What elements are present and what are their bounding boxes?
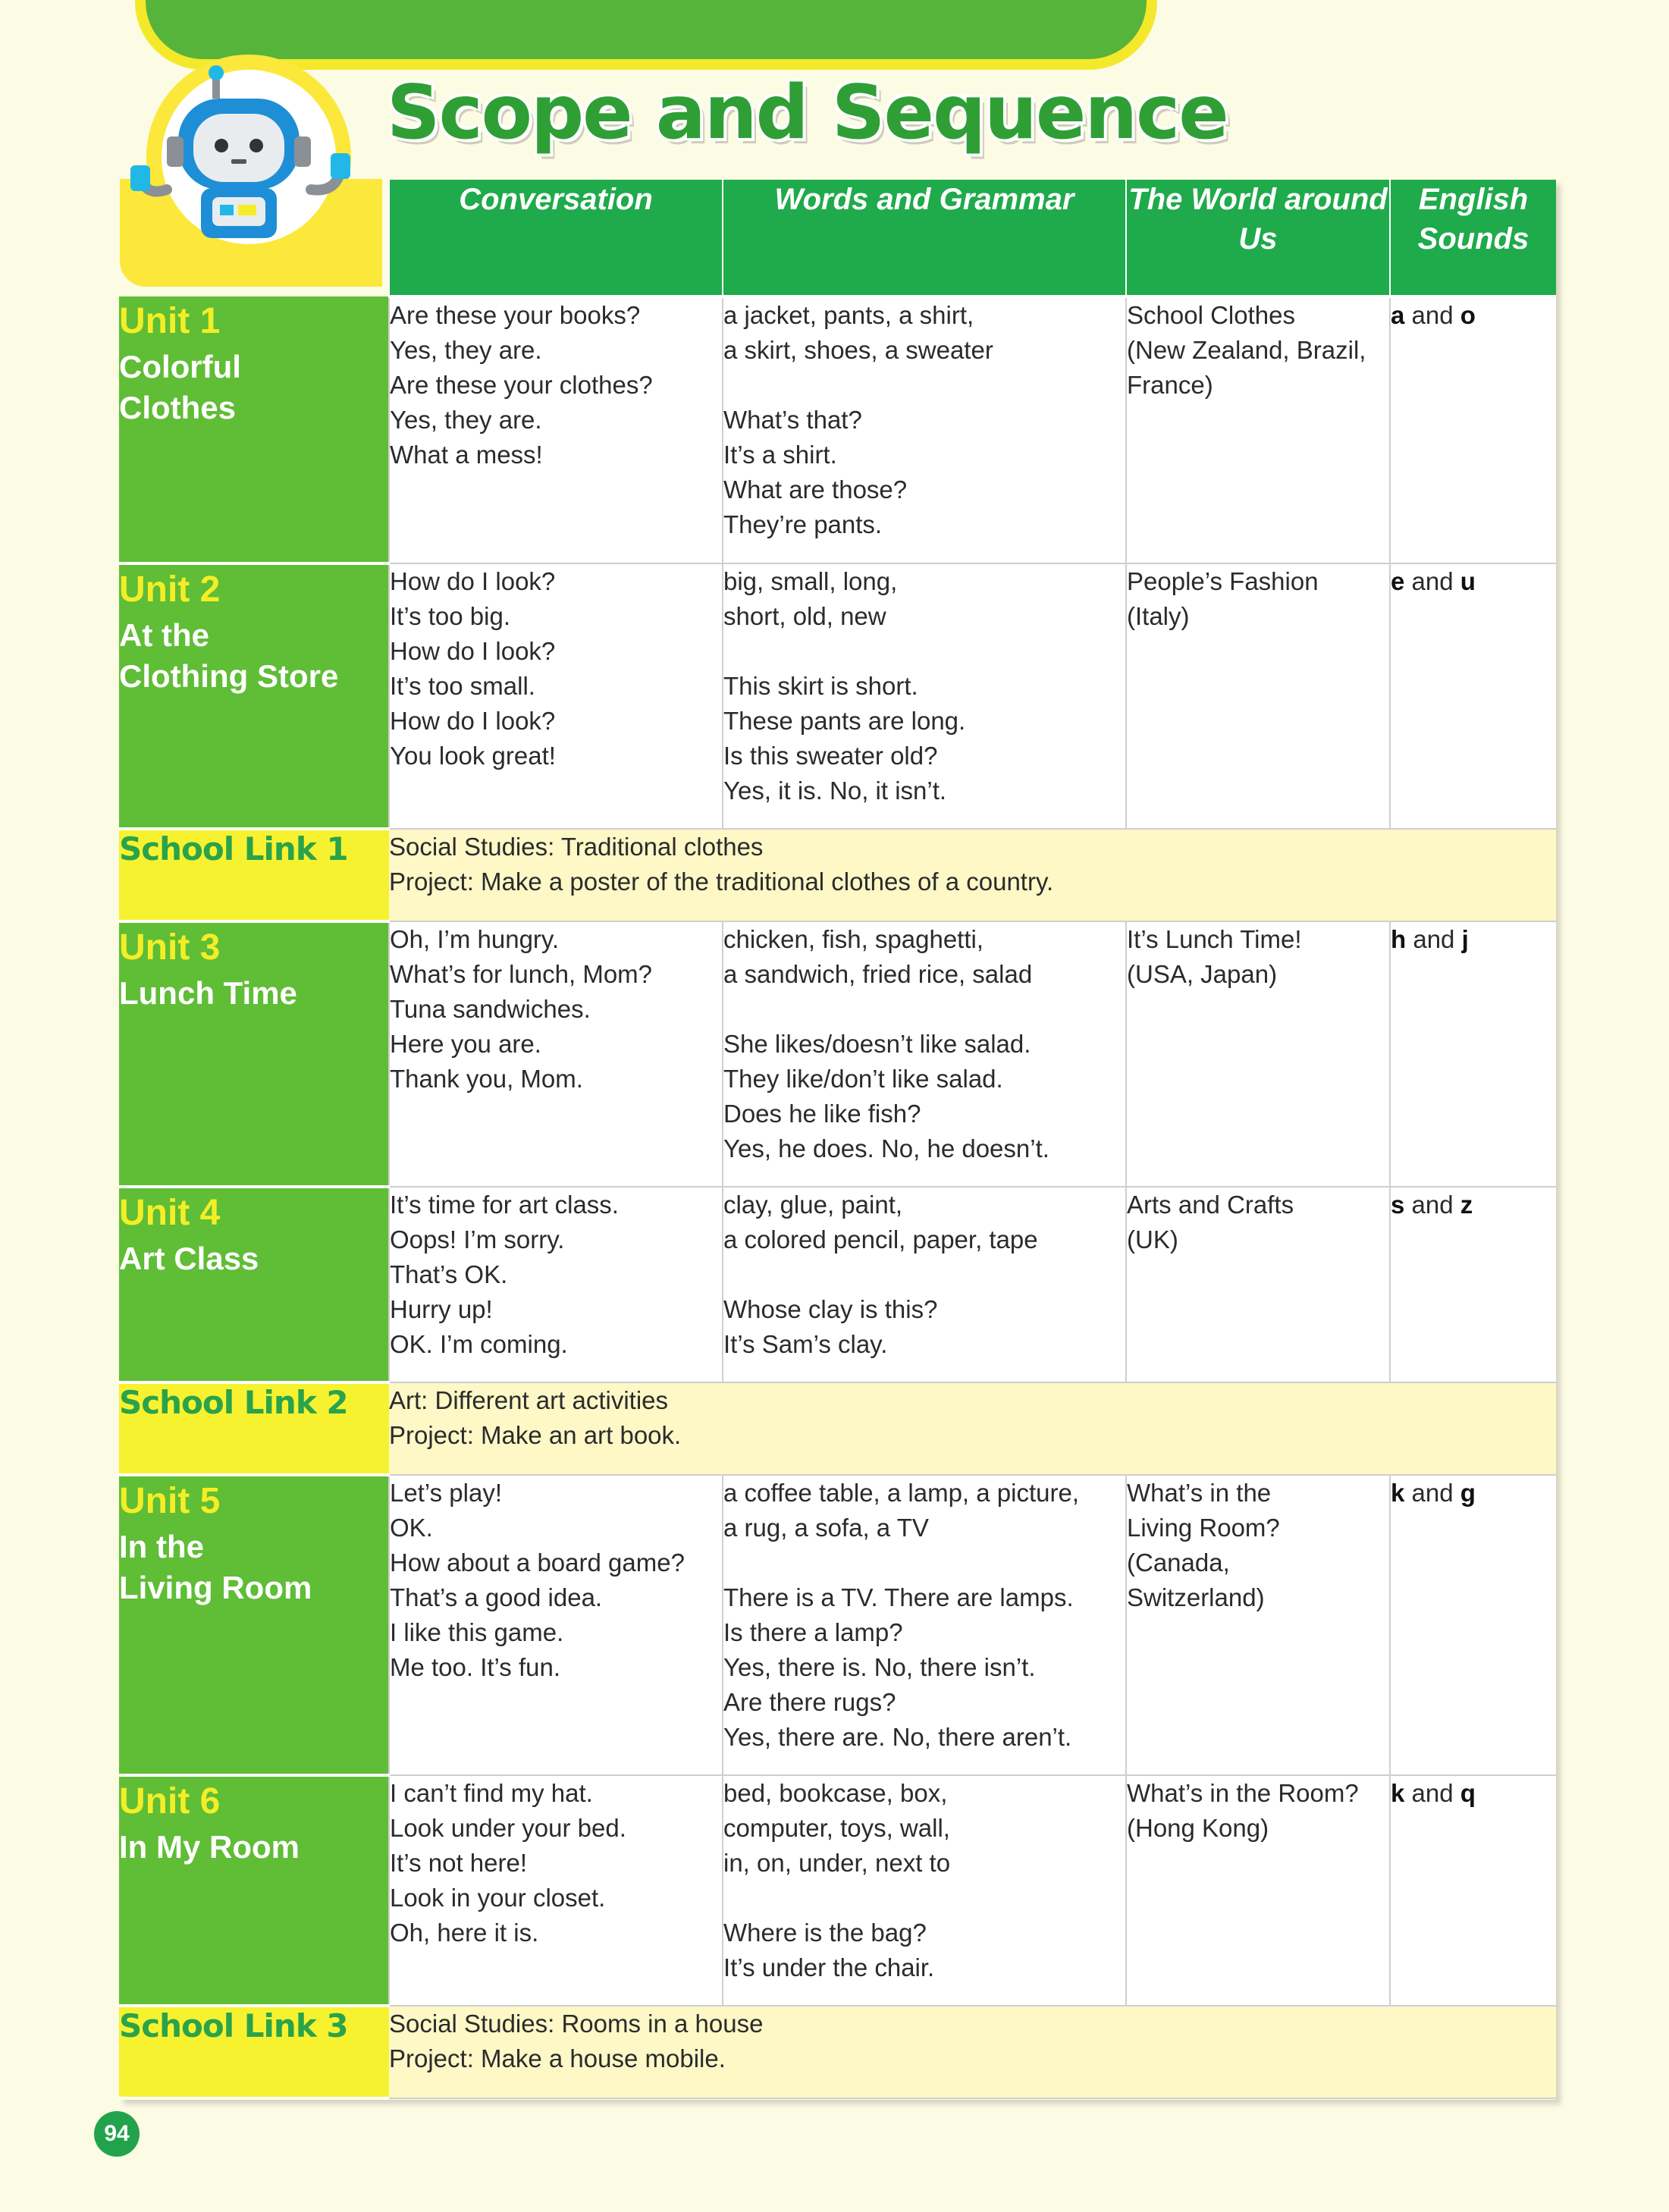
unit-number: Unit 2	[119, 569, 221, 610]
words-grammar-cell: bed, bookcase, box, computer, toys, wall, in, on, under, next to Where is the bag? It’s under the chair.	[723, 1775, 1126, 2006]
world-cell: It’s Lunch Time! (USA, Japan)	[1126, 921, 1390, 1187]
school-link-row	[119, 1382, 1556, 1475]
unit-label	[119, 1187, 389, 1382]
words-grammar-cell: a jacket, pants, a shirt, a skirt, shoes, a sweater What’s that? It’s a shirt. What are those? They’re pants.	[723, 297, 1126, 563]
sounds-cell: e and u	[1390, 563, 1556, 829]
world-cell: School Clothes (New Zealand, Brazil, France)	[1126, 297, 1390, 563]
words-grammar-cell: a coffee table, a lamp, a picture, a rug, a sofa, a TV There is a TV. There are lamps. Is there a lamp? Yes, there is. No, there isn’t. Are there rugs? Yes, there are. No, there aren’t.	[723, 1475, 1126, 1775]
unit-title: Lunch Time	[119, 975, 297, 1011]
unit-label	[119, 1775, 389, 2006]
table-row	[119, 297, 1556, 563]
page-title: Scope and Sequence	[387, 70, 1228, 156]
school-link-label: School Link 1	[119, 829, 389, 921]
conversation-cell: I can’t find my hat. Look under your bed. It’s not here! Look in your closet. Oh, here it is.	[389, 1775, 723, 2006]
header-words-grammar: Words and Grammar	[723, 180, 1126, 297]
unit-number: Unit 5	[119, 1481, 221, 1521]
conversation-cell: Are these your books? Yes, they are. Are these your clothes? Yes, they are. What a mess!	[389, 297, 723, 563]
words-grammar-cell: clay, glue, paint, a colored pencil, paper, tape Whose clay is this? It’s Sam’s clay.	[723, 1187, 1126, 1382]
school-link-text: Social Studies: Rooms in a house Project: Make a house mobile.	[389, 2006, 1556, 2098]
sounds-cell: h and j	[1390, 921, 1556, 1187]
table-row	[119, 921, 1556, 1187]
table-row	[119, 1775, 1556, 2006]
header-world-around-us: The World around Us	[1126, 180, 1390, 297]
table-row	[119, 1187, 1556, 1382]
header-english-sounds: English Sounds	[1390, 180, 1556, 297]
table-row	[119, 563, 1556, 829]
school-link-row	[119, 2006, 1556, 2098]
sounds-cell: s and z	[1390, 1187, 1556, 1382]
conversation-cell: Let’s play! OK. How about a board game? That’s a good idea. I like this game. Me too. It’s fun.	[389, 1475, 723, 1775]
words-grammar-cell: chicken, fish, spaghetti, a sandwich, fried rice, salad She likes/doesn’t like salad. They like/don’t like salad. Does he like fish? Yes, he does. No, he doesn’t.	[723, 921, 1126, 1187]
unit-label	[119, 563, 389, 829]
top-banner	[135, 0, 1157, 70]
conversation-cell: How do I look? It’s too big. How do I look? It’s too small. How do I look? You look great!	[389, 563, 723, 829]
unit-title: In the Living Room	[119, 1529, 312, 1605]
school-link-text: Social Studies: Traditional clothes Project: Make a poster of the traditional clothes of a country.	[389, 829, 1556, 921]
unit-number: Unit 1	[119, 301, 221, 341]
school-link-label: School Link 3	[119, 2006, 389, 2098]
school-link-row	[119, 829, 1556, 921]
unit-title: In My Room	[119, 1829, 300, 1865]
world-cell: Arts and Crafts (UK)	[1126, 1187, 1390, 1382]
unit-title: At the Clothing Store	[119, 617, 339, 694]
school-link-text: Art: Different art activities Project: Make an art book.	[389, 1382, 1556, 1475]
header-conversation: Conversation	[389, 180, 723, 297]
sounds-cell: k and g	[1390, 1475, 1556, 1775]
table-row	[119, 1475, 1556, 1775]
unit-title: Colorful Clothes	[119, 349, 241, 425]
world-cell: People’s Fashion (Italy)	[1126, 563, 1390, 829]
school-link-label: School Link 2	[119, 1382, 389, 1475]
unit-number: Unit 6	[119, 1781, 221, 1821]
sounds-cell: k and q	[1390, 1775, 1556, 2006]
unit-number: Unit 3	[119, 927, 221, 968]
unit-number: Unit 4	[119, 1193, 221, 1233]
sounds-cell: a and o	[1390, 297, 1556, 563]
words-grammar-cell: big, small, long, short, old, new This skirt is short. These pants are long. Is this sweater old? Yes, it is. No, it isn’t.	[723, 563, 1126, 829]
conversation-cell: Oh, I’m hungry. What’s for lunch, Mom? Tuna sandwiches. Here you are. Thank you, Mom.	[389, 921, 723, 1187]
unit-title: Art Class	[119, 1241, 259, 1276]
unit-label	[119, 297, 389, 563]
conversation-cell: It’s time for art class. Oops! I’m sorry. That’s OK. Hurry up! OK. I’m coming.	[389, 1187, 723, 1382]
world-cell: What’s in the Room? (Hong Kong)	[1126, 1775, 1390, 2006]
unit-label	[119, 921, 389, 1187]
scope-table	[119, 180, 1556, 2100]
page-number: 94	[94, 2111, 140, 2157]
world-cell: What’s in the Living Room? (Canada, Switzerland)	[1126, 1475, 1390, 1775]
unit-label	[119, 1475, 389, 1775]
